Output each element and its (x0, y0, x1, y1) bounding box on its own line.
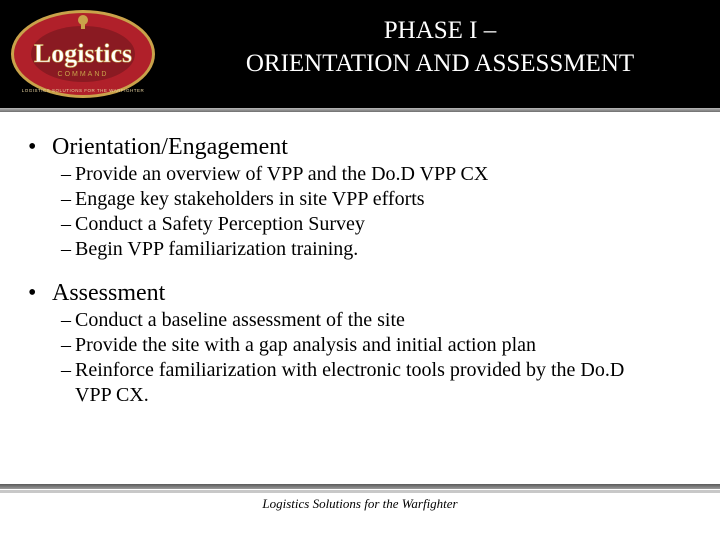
dash-icon: – (61, 188, 71, 210)
section-assessment (28, 279, 655, 408)
sub-bullet-item: – Reinforce familiarization with electronic tools provided by the Do.D VPP CX. (61, 359, 625, 406)
bullet-heading-text: Orientation/Engagement (52, 134, 288, 160)
bullet-heading (28, 133, 655, 161)
logo-subtitle: COMMAND (57, 71, 109, 78)
section-orientation (28, 133, 655, 262)
footer-tagline: Logistics Solutions for the Warfighter (262, 496, 458, 511)
slide-title-line-1: PHASE I – (383, 17, 497, 44)
dash-icon: – (61, 359, 71, 381)
dash-icon: – (61, 309, 71, 331)
sub-bullet-item: – Engage key stakeholders in site VPP efforts (61, 188, 425, 210)
bullet-heading-text: Assessment (52, 280, 166, 306)
sub-bullet-item: – Conduct a baseline assessment of the site (61, 309, 405, 331)
footer-divider-light (0, 490, 720, 493)
sub-bullet-item: – Begin VPP familiarization training. (61, 238, 359, 260)
bullet-icon: • (28, 280, 37, 306)
dash-icon: – (61, 334, 71, 356)
logo-ring-text: LOGISTICS SOLUTIONS FOR THE WARFIGHTER (21, 88, 145, 93)
bullet-icon: • (28, 134, 37, 160)
sub-bullet-item: – Provide the site with a gap analysis and initial action plan (61, 334, 537, 356)
slide-title-line-2: ORIENTATION AND ASSESSMENT (245, 50, 635, 77)
dash-icon: – (61, 163, 71, 185)
logistics-command-logo (8, 6, 158, 102)
sub-bullet-item: – Conduct a Safety Perception Survey (61, 213, 365, 235)
footer-divider (0, 484, 720, 489)
slide-header (0, 0, 720, 108)
sub-bullet-list (61, 308, 655, 408)
logo-wordmark: Logistics (33, 39, 133, 68)
dash-icon: – (61, 238, 71, 260)
header-divider (0, 108, 720, 112)
dash-icon: – (61, 213, 71, 235)
sub-bullet-item: – Provide an overview of VPP and the Do.D VPP CX (61, 163, 489, 185)
bullet-heading (28, 279, 655, 307)
slide-title (200, 14, 680, 80)
sub-bullet-list (61, 162, 655, 262)
